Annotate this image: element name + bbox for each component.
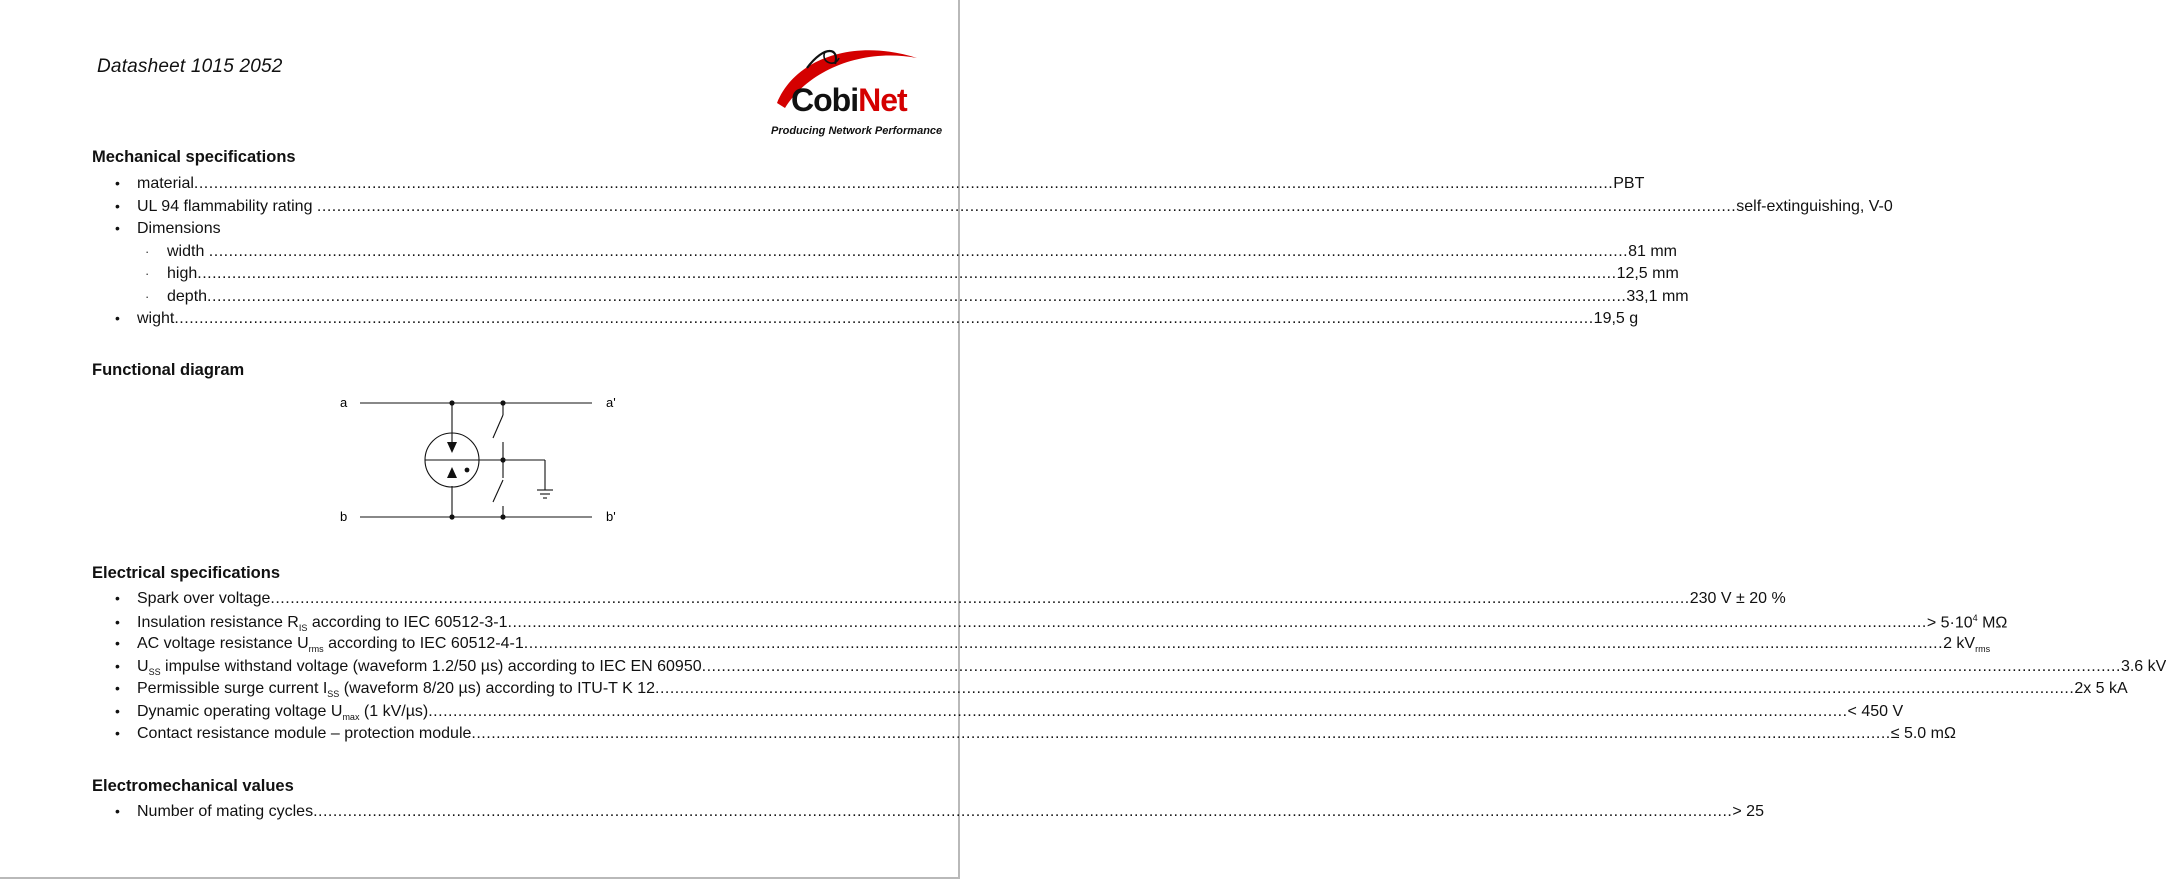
bullet: • (115, 680, 120, 696)
bullet: • (115, 197, 120, 214)
label-a-prime: a' (606, 395, 616, 410)
list-item (115, 310, 1639, 333)
list-item (115, 220, 870, 243)
document-title: Datasheet 1015 2052 (97, 56, 283, 77)
list-item (115, 242, 1678, 266)
list-item (115, 702, 1904, 726)
leader-dots (428, 703, 1847, 721)
list-item (115, 197, 1893, 221)
leader-dots (508, 614, 1927, 632)
label-b-prime: b' (606, 509, 616, 524)
list-item (115, 590, 1786, 613)
spec-label: depth (167, 287, 208, 305)
spec-label: AC voltage resistance $U_{rms}$ according to IEC 60512-4-1 (137, 635, 524, 655)
leader-dots (471, 725, 1890, 743)
leader-dots (313, 803, 1732, 821)
electromechanical-list (115, 803, 1764, 826)
label-b: b (340, 509, 348, 524)
spec-label: width (167, 242, 209, 260)
bullet: • (115, 590, 120, 606)
spec-label: high (167, 265, 198, 282)
electromechanical-heading: Electromechanical values (92, 777, 294, 795)
bullet: • (115, 175, 120, 191)
leader-dots (270, 590, 1689, 608)
spec-value: 2x 5 kA (2074, 680, 2128, 697)
sub-bullet: · (145, 266, 150, 281)
spec-value: ≤ 5.0 mΩ (1890, 725, 1956, 742)
svg-text:Producing Network Performance: Producing Network Performance (771, 125, 943, 137)
spec-label: Insulation resistance $R_{IS}$ according to IEC 60512-3-1 (137, 613, 508, 634)
spec-value: PBT (1613, 175, 1645, 192)
leader-dots (174, 310, 1593, 328)
bullet: • (115, 613, 120, 630)
leader-dots (655, 680, 2074, 698)
spec-label: UL 94 flammability rating (137, 197, 317, 215)
functional-heading: Functional diagram (92, 361, 245, 379)
arrow-up-icon (447, 467, 457, 478)
list-item (115, 175, 1645, 198)
svg-text:CobiNet: CobiNet (791, 82, 907, 118)
spec-label: Spark over voltage (137, 590, 271, 607)
spec-label: $U_{SS}$ impulse withstand voltage (waveform 1.2/50 µs) according to IEC EN 60950 (137, 657, 702, 677)
switch-lower (493, 480, 503, 502)
spec-value: < 450 V (1847, 702, 1904, 720)
spec-value: 12,5 mm (1616, 265, 1679, 282)
leader-dots (194, 175, 1613, 193)
list-item (115, 803, 1764, 826)
spec-value: 2 $kV_{rms}$ (1943, 635, 1991, 655)
functional-diagram (330, 390, 630, 530)
leader-dots (197, 265, 1616, 283)
spec-label: Permissible surge current $I_{SS}$ (waveform 8/20 µs) according to ITU-T K 12 (137, 680, 656, 700)
spec-value: 81 mm (1628, 242, 1678, 260)
spec-label: Number of mating cycles (137, 803, 314, 820)
leader-dots (702, 658, 2121, 676)
switch-upper (493, 415, 503, 438)
mechanical-list (115, 175, 1893, 333)
list-item (115, 612, 2008, 636)
spec-label: Dimensions (137, 220, 221, 237)
bullet: • (115, 310, 120, 326)
list-item (115, 265, 1679, 288)
bullet: • (115, 635, 120, 651)
spec-value: 33,1 mm (1626, 287, 1689, 305)
sub-bullet: · (145, 288, 150, 304)
spec-label: Dynamic operating voltage $U_{max}$ (1 kV/µs) (137, 702, 429, 722)
leader-dots (207, 288, 1626, 306)
spec-label: wight (137, 310, 175, 327)
bullet: • (115, 803, 120, 819)
electrical-list (115, 590, 2166, 748)
list-item (115, 725, 1956, 748)
leader-dots (524, 635, 1943, 653)
bullet: • (115, 220, 120, 236)
electrical-heading: Electrical specifications (92, 564, 281, 582)
spec-value: > 25 (1732, 803, 1764, 820)
spec-label: material (137, 175, 194, 192)
list-item (115, 287, 1689, 311)
leader-dots (317, 198, 1736, 216)
spec-value: > $5\cdot 10^4$ MΩ (1926, 612, 2008, 631)
mechanical-heading: Mechanical specifications (92, 148, 296, 166)
spec-value: self-extinguishing, V-0 (1736, 197, 1893, 215)
arrow-down-icon (447, 442, 457, 453)
spec-value: 3.6 kV (2120, 657, 2166, 675)
bullet: • (115, 725, 120, 741)
leader-dots (209, 243, 1628, 261)
bullet: • (115, 702, 120, 719)
page-border-right (958, 0, 960, 879)
spec-label: Contact resistance module – protection module (137, 725, 472, 742)
bullet: • (115, 657, 120, 674)
list-item (115, 635, 1991, 658)
list-item (115, 657, 2166, 681)
spec-value: 230 V ± 20 % (1689, 590, 1786, 607)
sub-bullet: · (145, 243, 150, 259)
list-item (115, 680, 2128, 703)
label-a: a (340, 395, 348, 410)
spec-value: 19,5 g (1593, 310, 1639, 327)
cobinet-logo (765, 38, 943, 138)
